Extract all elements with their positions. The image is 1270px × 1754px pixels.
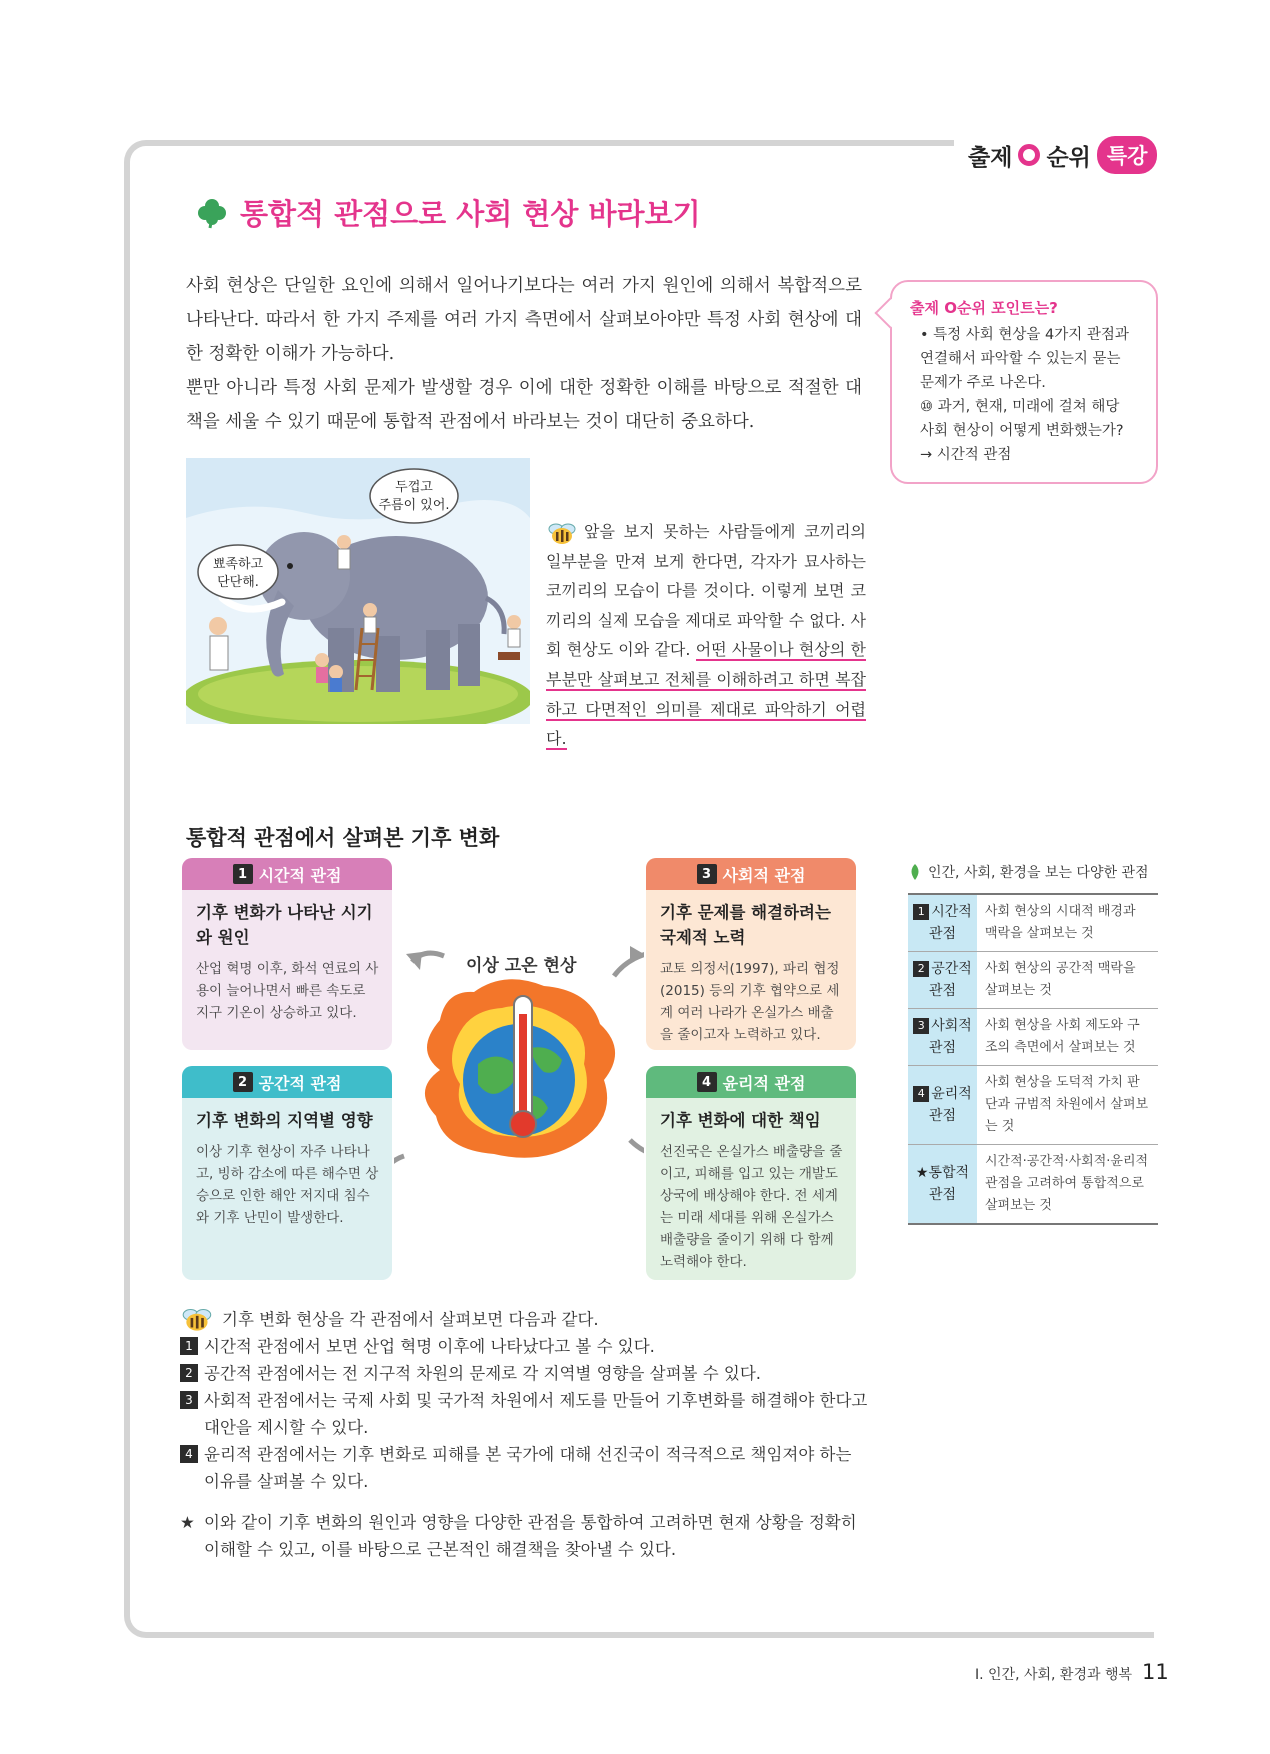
summary-item xyxy=(180,1333,868,1360)
perspective-subtitle: 기후 변화가 나타난 시기와 원인 xyxy=(196,903,373,947)
summary-lead-row xyxy=(180,1306,868,1333)
perspective-number: 4 xyxy=(697,1072,717,1092)
summary-text: 시간적 관점에서 보면 산업 혁명 이후에 나타났다고 볼 수 있다. xyxy=(204,1337,655,1356)
time-perspective-box xyxy=(182,858,392,1050)
ethic-perspective-box xyxy=(646,1066,856,1280)
social-perspective-head xyxy=(646,858,856,890)
perspective-legend-table xyxy=(908,893,1158,1225)
perspective-heading: 윤리적 관점 xyxy=(722,1073,806,1093)
elephant-text-underlined: 어떤 사물이나 현상의 한 부분만 살펴보고 전체를 이해하려고 하면 복잡하고 다면적인 의미를 제대로 파악하기 어렵다. xyxy=(546,640,866,749)
space-perspective-head xyxy=(182,1066,392,1098)
intro-text xyxy=(186,269,862,439)
leaf-icon xyxy=(908,863,922,881)
social-perspective-box xyxy=(646,858,856,1050)
page-number: 11 xyxy=(1142,1660,1169,1684)
intro-paragraph-1: 사회 현상은 단일한 요인에 의해서 일어나기보다는 여러 가지 원인에 의해서 복합적으로 나타난다. 따라서 한 가지 주제를 여러 가지 측면에서 살펴보아야만 특정 사회 현상에 대한 정확한 이해가 가능하다. xyxy=(186,276,862,364)
chapter-label: Ⅰ. 인간, 사회, 환경과 행복 xyxy=(975,1667,1132,1683)
legend-row xyxy=(908,895,1158,952)
page-title-text: 통합적 관점으로 사회 현상 바라보기 xyxy=(240,197,701,231)
legend-number: 4 xyxy=(913,1086,929,1102)
legend-key: 관점 xyxy=(928,1040,957,1056)
summary-text: 공간적 관점에서는 전 지구적 차원의 문제로 각 지역별 영향을 살펴볼 수 있다. xyxy=(204,1364,762,1383)
perspective-description: 이상 기후 현상이 자주 나타나고, 빙하 감소에 따른 해수면 상승으로 인한 해안 저지대 침수와 기후 난민이 발생한다. xyxy=(196,1144,379,1226)
legend-key: 공간적 xyxy=(931,961,972,977)
summary-item xyxy=(180,1360,868,1387)
exam-point-line: → 시간적 관점 xyxy=(920,447,1012,463)
perspective-description: 산업 혁명 이후, 화석 연료의 사용이 늘어나면서 빠른 속도로 지구 기온이 상승하고 있다. xyxy=(196,961,379,1021)
summary-section xyxy=(180,1306,868,1563)
elephant-explanation xyxy=(546,517,866,754)
page-footer xyxy=(975,1660,1169,1684)
bubble-top-line-2: 주름이 있어. xyxy=(378,498,450,513)
legend-number: 2 xyxy=(913,961,929,977)
legend-value: 사회 현상의 시대적 배경과 맥락을 살펴보는 것 xyxy=(985,904,1136,941)
exam-point-line: 사회 현상이 어떻게 변화했는가? xyxy=(920,423,1124,439)
clover-icon xyxy=(196,197,228,229)
summary-conclusion-text: 이와 같이 기후 변화의 원인과 영향을 다양한 관점을 통합하여 고려하면 현재 상황을 정확히 이해할 수 있고, 이를 바탕으로 근본적인 해결책을 찾아낼 수 있다. xyxy=(204,1513,857,1559)
bubble-left-line-1: 뾰족하고 xyxy=(212,557,264,572)
legend-number: 1 xyxy=(913,904,929,920)
exam-point-title: 출제 O순위 포인트는? xyxy=(910,299,1058,317)
legend-row xyxy=(908,1066,1158,1145)
perspective-number: 1 xyxy=(233,864,253,884)
space-perspective-box xyxy=(182,1066,392,1280)
legend-key: 시간적 xyxy=(931,904,972,920)
summary-text: 사회적 관점에서는 국제 사회 및 국가적 차원에서 제도를 만들어 기후변화를 해결해야 한다고 대안을 제시할 수 있다. xyxy=(204,1391,868,1437)
legend-row xyxy=(908,1009,1158,1066)
perspective-subtitle: 기후 변화에 대한 책임 xyxy=(660,1111,821,1130)
arrow-to-social-icon xyxy=(614,954,644,976)
zero-ring-icon xyxy=(1018,144,1040,166)
legend-value: 사회 현상을 도덕적 가치 판단과 규범적 차원에서 살펴보는 것 xyxy=(985,1075,1149,1134)
summary-lead: 기후 변화 현상을 각 관점에서 살펴보면 다음과 같다. xyxy=(222,1310,599,1329)
perspective-number: 2 xyxy=(233,1072,253,1092)
summary-item xyxy=(180,1441,868,1495)
star-icon: ★ xyxy=(180,1513,195,1532)
arrow-to-ethic-icon xyxy=(630,1140,644,1154)
intro-paragraph-2: 뿐만 아니라 특정 사회 문제가 발생할 경우 이에 대한 정확한 이해를 바탕으로 적절한 대책을 세울 수 있기 때문에 통합적 관점에서 바라보는 것이 대단히 중요하다. xyxy=(186,378,862,432)
legend-value: 시간적·공간적·사회적·윤리적 관점을 고려하여 통합적으로 살펴보는 것 xyxy=(985,1154,1149,1213)
summary-number: 1 xyxy=(180,1337,198,1355)
special-badge: 특강 xyxy=(1097,136,1158,174)
legend-key: 윤리적 xyxy=(931,1086,972,1102)
ethic-perspective-head xyxy=(646,1066,856,1098)
perspective-number: 3 xyxy=(697,864,717,884)
perspective-heading: 사회적 관점 xyxy=(722,865,806,885)
perspective-subtitle: 기후 문제를 해결하려는 국제적 노력 xyxy=(660,903,831,947)
exam-point-line: ⑩ 과거, 현재, 미래에 걸쳐 해당 xyxy=(920,399,1120,415)
summary-conclusion xyxy=(180,1509,868,1563)
exam-point-box xyxy=(890,280,1158,484)
legend-title-text: 인간, 사회, 환경을 보는 다양한 관점 xyxy=(928,865,1149,881)
exam-point-line: • 특정 사회 현상을 4가지 관점과 xyxy=(920,327,1129,343)
perspective-subtitle: 기후 변화의 지역별 영향 xyxy=(196,1111,373,1130)
legend-row xyxy=(908,952,1158,1009)
bee-icon xyxy=(546,521,580,545)
bee-icon xyxy=(180,1306,216,1332)
exam-point-line: 문제가 주로 나온다. xyxy=(920,375,1046,391)
heatwave-label: 이상 고온 현상 xyxy=(466,956,577,976)
tag-right-text: 순위 xyxy=(1046,144,1091,171)
legend-key: 관점 xyxy=(928,1187,957,1203)
summary-number: 2 xyxy=(180,1364,198,1382)
legend-key: 관점 xyxy=(928,926,957,942)
perspective-description: 교토 의정서(1997), 파리 협정(2015) 등의 기후 협약으로 세계 여러 나라가 온실가스 배출을 줄이고자 노력하고 있다. xyxy=(660,961,840,1043)
blind-men-elephant-illustration xyxy=(186,458,530,724)
bubble-left-line-2: 단단해. xyxy=(217,575,259,590)
legend-value: 사회 현상의 공간적 맥락을 살펴보는 것 xyxy=(985,961,1136,998)
legend-row xyxy=(908,1145,1158,1223)
exam-point-line: 연결해서 파악할 수 있는지 묻는 xyxy=(920,351,1121,367)
special-lecture-tag xyxy=(954,134,1163,176)
tag-left-text: 출제 xyxy=(968,144,1013,171)
summary-item xyxy=(180,1387,868,1441)
climate-section-title: 통합적 관점에서 살펴본 기후 변화 xyxy=(186,826,500,850)
summary-number: 4 xyxy=(180,1445,198,1463)
perspective-heading: 시간적 관점 xyxy=(258,865,342,885)
arrow-to-space-icon xyxy=(394,1156,404,1170)
page-title xyxy=(196,192,701,233)
bubble-top-line-1: 두껍고 xyxy=(395,480,433,495)
summary-text: 윤리적 관점에서는 기후 변화로 피해를 본 국가에 대해 선진국이 적극적으로 책임져야 하는 이유를 살펴볼 수 있다. xyxy=(204,1445,852,1491)
legend-value: 사회 현상을 사회 제도와 구조의 측면에서 살펴보는 것 xyxy=(985,1018,1140,1055)
time-perspective-head xyxy=(182,858,392,890)
summary-number: 3 xyxy=(180,1391,198,1409)
legend-key: 관점 xyxy=(928,1108,957,1124)
perspective-heading: 공간적 관점 xyxy=(258,1073,342,1093)
legend-key: 관점 xyxy=(928,983,957,999)
legend-star: ★ xyxy=(915,1165,929,1181)
elephant-text-plain: 앞을 보지 못하는 사람들에게 코끼리의 일부분을 만져 보게 한다면, 각자가 묘사하는 코끼리의 모습이 다를 것이다. 이렇게 보면 코끼리의 실제 모습을 제대로 파악할 수 없다. 사회 현상도 이와 같다. xyxy=(546,522,866,660)
global-warming-illustration xyxy=(394,940,644,1170)
perspective-description: 선진국은 온실가스 배출량을 줄이고, 피해를 입고 있는 개발도상국에 배상해야 한다. 전 세계는 미래 세대를 위해 온실가스 배출량을 줄이기 위해 다 함께 노력해야 한다. xyxy=(660,1144,843,1270)
legend-number: 3 xyxy=(913,1018,929,1034)
legend-key: 통합적 xyxy=(928,1165,970,1181)
legend-title xyxy=(908,862,1149,882)
legend-key: 사회적 xyxy=(931,1018,972,1034)
